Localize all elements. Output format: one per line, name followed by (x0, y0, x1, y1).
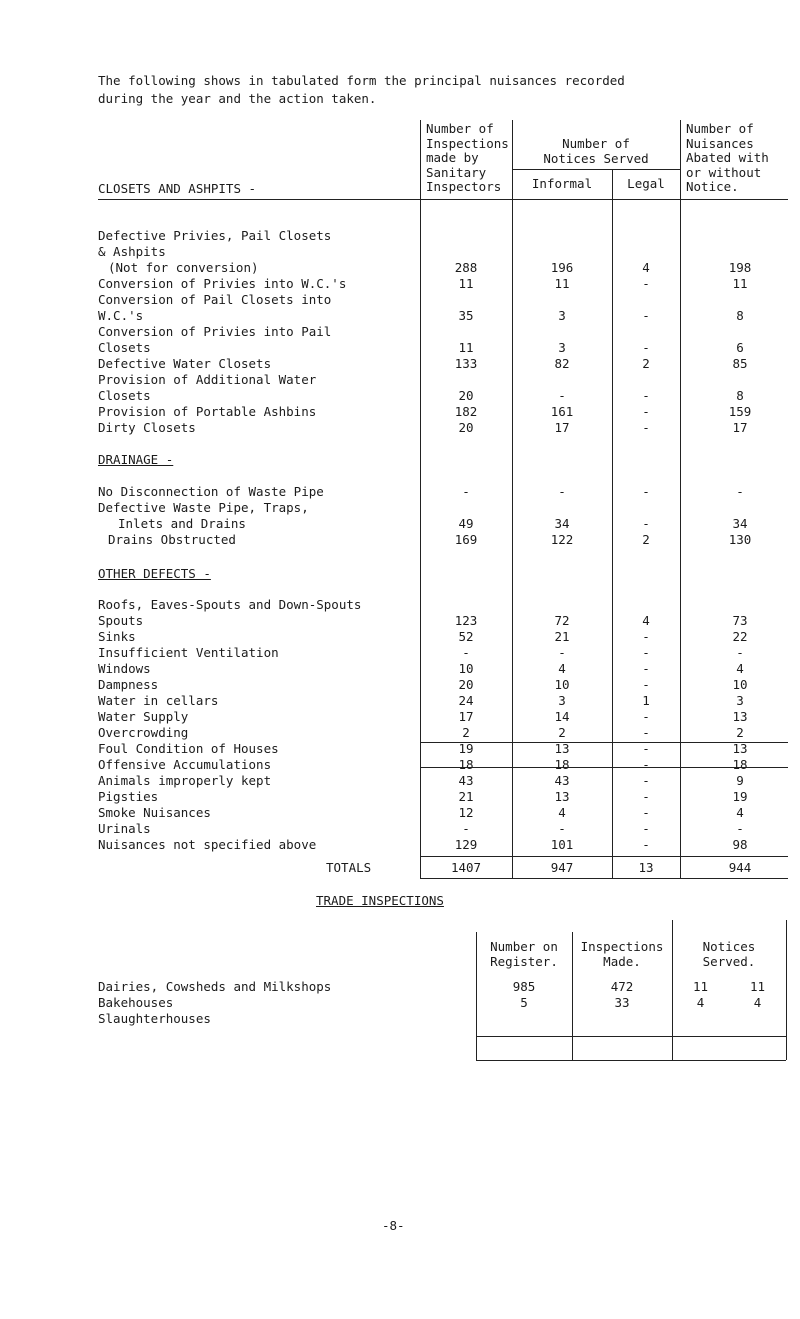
table-row-portable-ashbins (0, 404, 800, 419)
trade-header-register: Number on Register. (490, 939, 558, 969)
row-label: Foul Condition of Houses (98, 741, 279, 756)
row-label-defective-waste-pipe: Defective Waste Pipe, Traps, Inlets and Drains (98, 500, 309, 531)
trade-row-slaughterhouses (0, 1011, 800, 1026)
trade-title: TRADE INSPECTIONS (316, 893, 444, 908)
trade-label: Slaughterhouses (98, 1011, 211, 1026)
row-label: Insufficient Ventilation (98, 645, 279, 660)
cell-legal: - (642, 420, 650, 435)
total-legal: 13 (638, 860, 654, 875)
cell-inspections: 11 (458, 276, 474, 291)
cell-inspections: 20 (458, 388, 474, 403)
table-row-defective-privies (0, 260, 800, 275)
total-abated: 944 (728, 860, 752, 875)
cell-legal: - (642, 308, 650, 323)
cell-legal: - (642, 516, 650, 531)
trade-label: Bakehouses (98, 995, 174, 1010)
trade-header-inspections: Inspections Made. (580, 939, 664, 969)
row-label: Smoke Nuisances (98, 805, 211, 820)
table-row-not-specified: Nuisances not specified above 129 101 - 98 (98, 837, 748, 852)
total-informal: 947 (550, 860, 574, 875)
header-inspections: Number of Inspections made by Sanitary Inspectors (426, 121, 509, 194)
header-informal: Informal (531, 176, 593, 191)
cell-abated: 8 (736, 388, 744, 403)
cell-informal: 72 (554, 613, 570, 628)
table-row-dirty-closets (0, 420, 800, 435)
cell-informal: 82 (554, 356, 570, 371)
table-row-water-cellars: Water in cellars 24 3 1 3 (98, 693, 744, 708)
cell-inspections: - (462, 484, 470, 499)
cell-informal: 17 (554, 420, 570, 435)
trade-row-dairies: Dairies, Cowsheds and Milkshops 985 472 11 11 (98, 979, 766, 994)
row-label: Provision of Portable Ashbins (98, 404, 317, 419)
cell-legal: - (642, 276, 650, 291)
table-row-dampness: Dampness 20 10 - 10 (98, 677, 748, 692)
cell-inspections: 35 (458, 308, 474, 323)
table-row-roofs (0, 613, 800, 628)
row-label: Sinks (98, 629, 136, 644)
totals-rule-top (420, 856, 788, 857)
cell-legal: 2 (642, 356, 650, 371)
row-label: Offensive Accumulations (98, 757, 272, 772)
cell-abated: 130 (728, 532, 752, 547)
row-label-defective-privies: Defective Privies, Pail Closets & Ashpits (Not for conversion) (98, 228, 332, 275)
trade-totals-bottom-rule (476, 1060, 786, 1061)
cell-legal: - (642, 404, 650, 419)
row-label: Water in cellars (98, 693, 219, 708)
row-label: No Disconnection of Waste Pipe (98, 484, 324, 499)
table-row-ventilation: Insufficient Ventilation - - - - (98, 645, 744, 660)
section-title-drainage: DRAINAGE - (98, 452, 174, 467)
row-label: Dirty Closets (98, 420, 196, 435)
cell-informal: - (558, 388, 566, 403)
intro-text (98, 72, 625, 108)
trade-totals-top-rule (476, 1036, 786, 1037)
row-label: Urinals (98, 821, 151, 836)
cell-informal: 122 (550, 532, 574, 547)
notices-subheader-rule (512, 169, 680, 170)
cell-abated: 34 (732, 516, 748, 531)
cell-inspections: 169 (454, 532, 478, 547)
row-label-privies-to-pail: Conversion of Privies into Pail Closets (98, 324, 332, 355)
table-row-no-disconnection (0, 484, 800, 499)
table-row-privies-to-pail (0, 340, 800, 355)
section-title-closets: CLOSETS AND ASHPITS - (98, 181, 257, 196)
table-row-drains-obstructed (0, 532, 800, 547)
cell-inspections: 288 (454, 260, 478, 275)
cell-legal: - (642, 340, 650, 355)
row-label-roofs: Roofs, Eaves-Spouts and Down-Spouts Spouts (98, 597, 362, 628)
cell-inspections: 182 (454, 404, 478, 419)
row-label: Overcrowding (98, 725, 189, 740)
cell-inspections: 20 (458, 420, 474, 435)
cell-informal: 11 (554, 276, 570, 291)
row-label: Windows (98, 661, 151, 676)
cell-abated: 198 (728, 260, 752, 275)
row-label: Animals improperly kept (98, 773, 272, 788)
section-title-other-defects: OTHER DEFECTS - (98, 566, 211, 581)
total-inspections: 1407 (450, 860, 482, 875)
cell-abated: 85 (732, 356, 748, 371)
cell-abated: 73 (732, 613, 748, 628)
table-row-defective-wc (0, 356, 800, 371)
table-row-animals: Animals improperly kept 43 43 - 9 (98, 773, 744, 788)
table-row-smoke: Smoke Nuisances 12 4 - 4 (98, 805, 744, 820)
header-abated: Number of Nuisances Abated with or without Notice. (686, 121, 769, 194)
cell-inspections: 49 (458, 516, 474, 531)
cell-legal: 4 (642, 613, 650, 628)
cell-inspections: 11 (458, 340, 474, 355)
row-label: Defective Water Closets (98, 356, 272, 371)
table-row-defective-waste-pipe (0, 516, 800, 531)
row-label: Pigsties (98, 789, 159, 804)
page-number: -8- (382, 1218, 405, 1233)
totals-label: TOTALS (326, 860, 372, 875)
cell-informal: 3 (558, 340, 566, 355)
cell-abated: 11 (732, 276, 748, 291)
table-row-pail-to-wc (0, 308, 800, 323)
cell-informal: 196 (550, 260, 574, 275)
row-label-additional-wc: Provision of Additional Water Closets (98, 372, 317, 403)
intro-line-2: during the year and the action taken. (98, 91, 377, 106)
cell-inspections: 133 (454, 356, 478, 371)
totals-row (0, 860, 800, 875)
table-row-offensive-accumulations: Offensive Accumulations 18 18 - 18 (98, 757, 748, 772)
row-label: Dampness (98, 677, 159, 692)
cell-abated: 17 (732, 420, 748, 435)
cell-abated: 8 (736, 308, 744, 323)
trade-row-bakehouses: Bakehouses 5 33 4 4 (98, 995, 762, 1010)
trade-label: Dairies, Cowsheds and Milkshops (98, 979, 332, 994)
cell-abated: - (736, 484, 744, 499)
intro-line-1: The following shows in tabulated form the principal nuisances recorded (98, 73, 625, 88)
table-row-water-supply: Water Supply 17 14 - 13 (98, 709, 748, 724)
cell-informal: 161 (550, 404, 574, 419)
cell-abated: 159 (728, 404, 752, 419)
table-row-sinks: Sinks 52 21 - 22 (98, 629, 748, 644)
table-row-privies-to-wc (0, 276, 800, 291)
cell-legal: 2 (642, 532, 650, 547)
trade-header-notices: Notices Served. (702, 939, 756, 969)
cell-legal: - (642, 484, 650, 499)
cell-legal: 4 (642, 260, 650, 275)
row-label: Water Supply (98, 709, 189, 724)
table-row-foul-condition: Foul Condition of Houses 19 13 - 13 (98, 741, 748, 756)
row-label-pail-to-wc: Conversion of Pail Closets into W.C.'s (98, 292, 332, 323)
cell-abated: 6 (736, 340, 744, 355)
table-row-pigsties: Pigsties 21 13 - 19 (98, 789, 748, 804)
cell-informal: - (558, 484, 566, 499)
row-label: Nuisances not specified above (98, 837, 317, 852)
header-notices: Number of Notices Served (543, 136, 649, 166)
cell-inspections: 123 (454, 613, 478, 628)
table-row-windows: Windows 10 4 - 4 (98, 661, 744, 676)
cell-informal: 3 (558, 308, 566, 323)
header-rule (98, 199, 788, 200)
row-label: Conversion of Privies into W.C.'s (98, 276, 347, 291)
table-row-overcrowding: Overcrowding 2 2 - 2 (98, 725, 744, 740)
header-legal: Legal (627, 176, 665, 191)
totals-rule-bottom (420, 878, 788, 879)
cell-legal: - (642, 388, 650, 403)
table-row-urinals: Urinals - - - - (98, 821, 744, 836)
cell-informal: 34 (554, 516, 570, 531)
row-label: Drains Obstructed (108, 532, 236, 547)
table-row-additional-wc (0, 388, 800, 403)
